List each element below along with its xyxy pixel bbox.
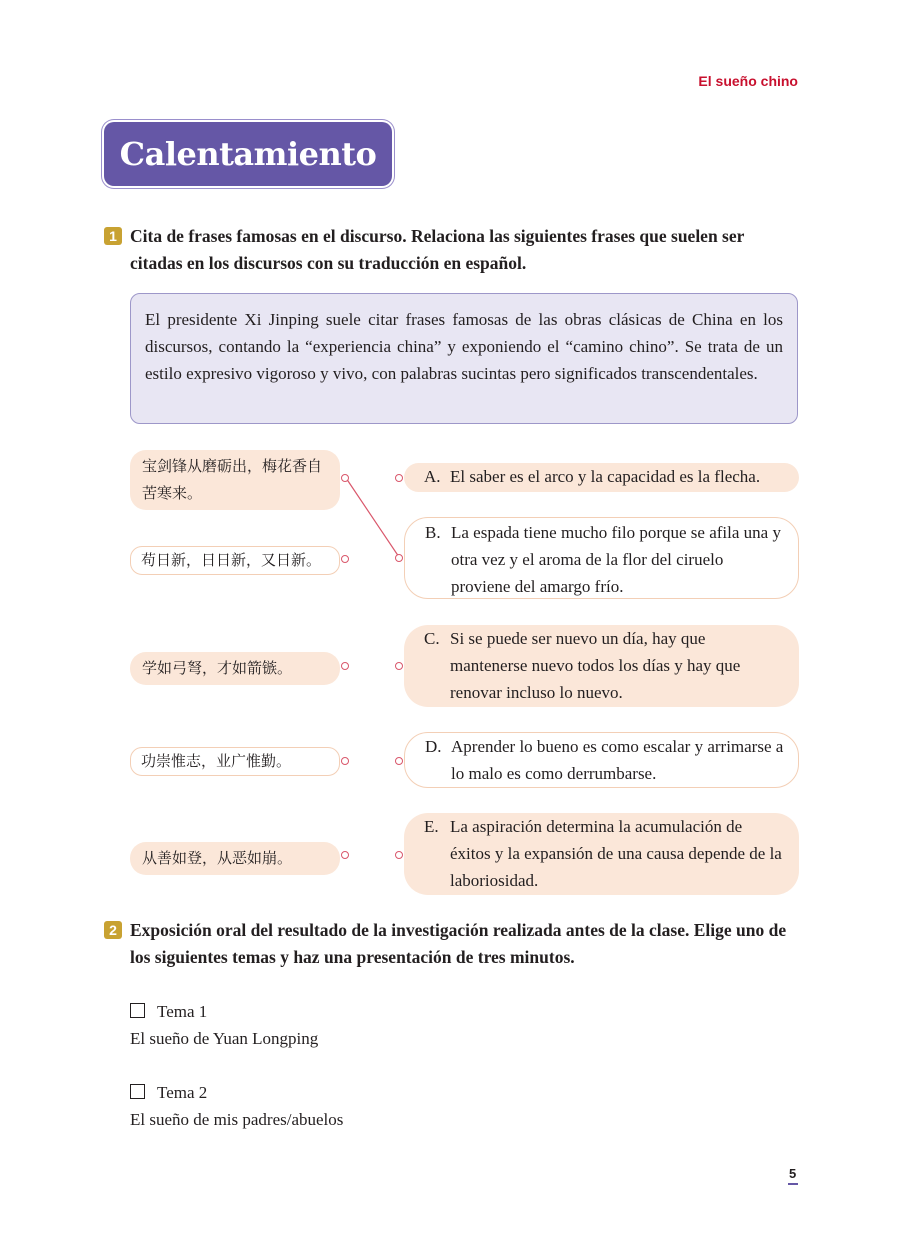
option-letter: D. <box>425 737 442 756</box>
option-text: Si se puede ser nuevo un día, hay que mantenerse nuevo todos los días y hay que renovar incluso lo nuevo. <box>450 629 741 702</box>
option-a <box>404 463 799 492</box>
topic-2-checkbox[interactable] <box>130 1084 145 1099</box>
option-text: La espada tiene mucho filo porque se afila una y otra vez y el aroma de la flor del ciruelo proviene del amargo frío. <box>451 523 781 596</box>
topic-label: Tema 2 <box>157 1083 208 1102</box>
topic-list <box>130 998 343 1160</box>
section-banner <box>104 122 392 186</box>
running-title: El sueño chino <box>698 73 798 89</box>
exercise-2-heading <box>104 917 800 971</box>
option-text: La aspiración determina la acumulación de éxitos y la expansión de una causa depende de la laboriosidad. <box>450 817 782 890</box>
topic-title: El sueño de Yuan Longping <box>130 1029 319 1048</box>
left-connector-dot-1[interactable] <box>341 474 349 482</box>
exercise-1-instruction: Cita de frases famosas en el discurso. Relaciona las siguientes frases que suelen ser citadas en los discursos con su traducción en español. <box>130 226 745 273</box>
chinese-phrase-3: 学如弓弩，才如箭镞。 <box>130 652 340 685</box>
topic-1 <box>130 998 343 1052</box>
left-connector-dot-4[interactable] <box>341 757 349 765</box>
topic-2 <box>130 1079 343 1133</box>
exercise-number-badge: 2 <box>104 921 122 939</box>
right-connector-dot-b[interactable] <box>395 554 403 562</box>
left-connector-dot-2[interactable] <box>341 555 349 563</box>
right-connector-dot-d[interactable] <box>395 757 403 765</box>
option-text: Aprender lo bueno es como escalar y arrimarse a lo malo es como derrumbarse. <box>451 737 784 783</box>
option-text: El saber es el arco y la capacidad es la flecha. <box>450 467 761 486</box>
left-connector-dot-5[interactable] <box>341 851 349 859</box>
page-number: 5 <box>789 1166 797 1181</box>
topic-label: Tema 1 <box>157 1002 208 1021</box>
info-box: El presidente Xi Jinping suele citar frases famosas de las obras clásicas de China en los discursos, contando la “experiencia china” y exponiendo el “camino chino”. Se trata de un estilo expresivo vigoroso y vivo, con palabras sucintas pero significados transcendentales. <box>130 293 798 424</box>
option-letter: A. <box>424 467 441 486</box>
option-letter: C. <box>424 629 440 648</box>
chinese-phrase-1: 宝剑锋从磨砺出，梅花香自苦寒来。 <box>130 450 340 510</box>
chinese-phrase-5: 从善如登，从恶如崩。 <box>130 842 340 875</box>
match-line-1-b <box>346 478 399 557</box>
right-connector-dot-c[interactable] <box>395 662 403 670</box>
topic-title: El sueño de mis padres/abuelos <box>130 1110 344 1129</box>
option-c <box>404 625 799 707</box>
exercise-number-badge: 1 <box>104 227 122 245</box>
exercise-1-heading <box>104 223 800 277</box>
right-connector-dot-a[interactable] <box>395 474 403 482</box>
chinese-phrase-2: 苟日新，日日新，又日新。 <box>130 546 340 575</box>
option-letter: E. <box>424 817 439 836</box>
right-connector-dot-e[interactable] <box>395 851 403 859</box>
chinese-phrase-4: 功崇惟志，业广惟勤。 <box>130 747 340 776</box>
left-connector-dot-3[interactable] <box>341 662 349 670</box>
option-b <box>404 517 799 599</box>
exercise-2-instruction: Exposición oral del resultado de la investigación realizada antes de la clase. Elige uno de los siguientes temas y haz una presentación de tres minutos. <box>130 920 787 967</box>
topic-1-checkbox[interactable] <box>130 1003 145 1018</box>
page-number-underline <box>788 1183 798 1185</box>
option-letter: B. <box>425 523 441 542</box>
section-title: Calentamiento <box>119 135 377 173</box>
option-e <box>404 813 799 895</box>
option-d <box>404 732 799 788</box>
